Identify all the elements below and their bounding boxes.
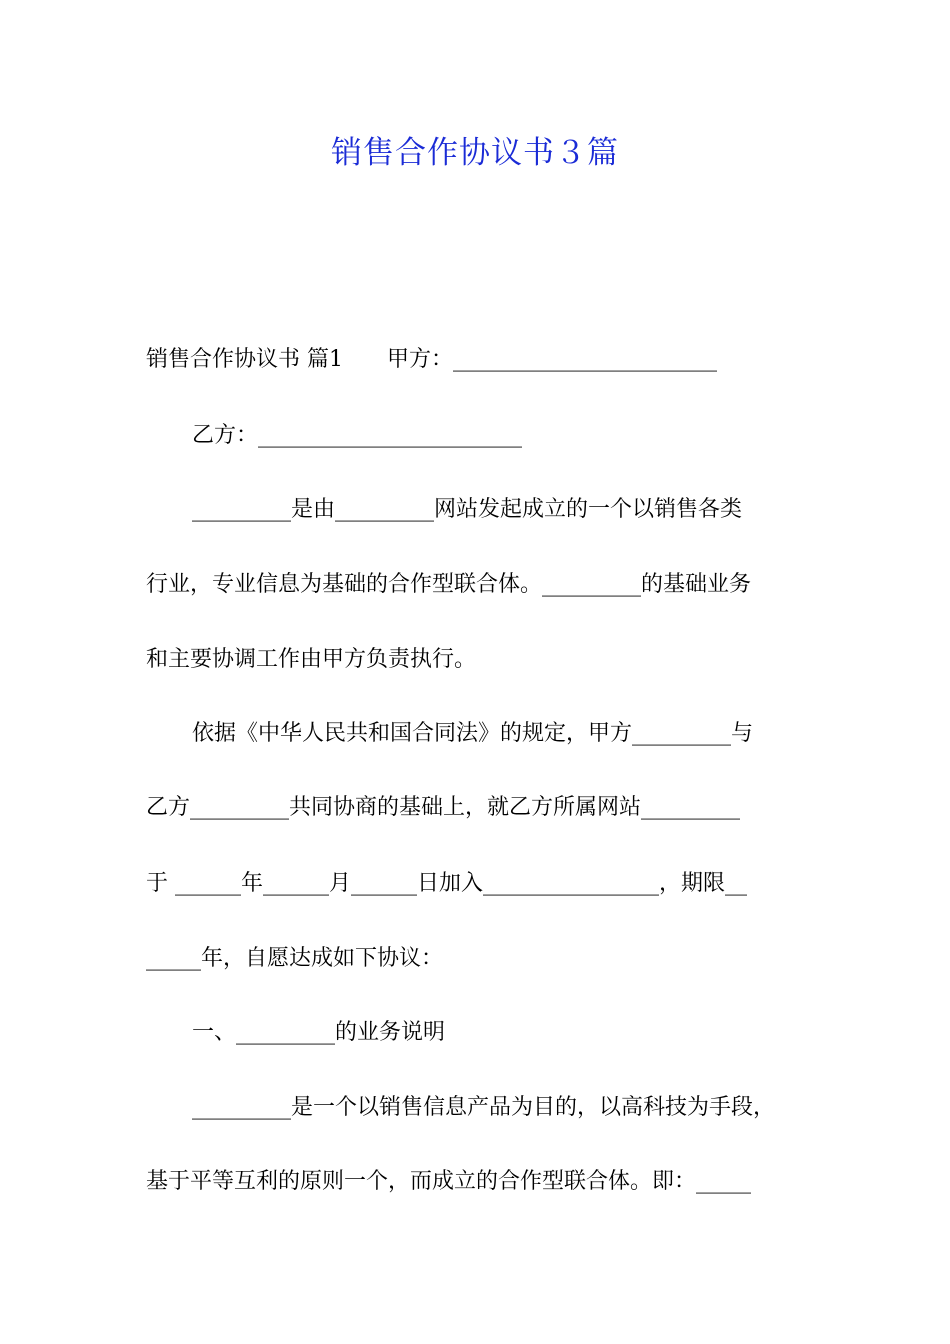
paragraph-line: _________是由_________网站发起成立的一个以销售各类: [192, 497, 743, 522]
paragraph-line: 依据《中华人民共和国合同法》的规定，甲方_________与: [192, 721, 754, 746]
paragraph-line: 行业，专业信息为基础的合作型联合体。_________的基础业务: [146, 572, 752, 597]
paragraph-line: _________是一个以销售信息产品为目的，以高科技为手段，: [192, 1095, 776, 1120]
document-title: 销售合作协议书３篇: [331, 135, 619, 171]
paragraph-line: 于 ______年______月______日加入________________，期限__: [146, 871, 747, 896]
paragraph-line: 乙方_________共同协商的基础上，就乙方所属网站_________: [146, 795, 741, 820]
paragraph-line: 基于平等互利的原则一个，而成立的合作型联合体。即：_____: [146, 1169, 752, 1194]
paragraph-line: _____年，自愿达成如下协议：: [146, 946, 444, 971]
party-b-line: 乙方：________________________: [192, 423, 523, 448]
clause-heading: 一、_________的业务说明: [192, 1020, 446, 1045]
section-heading-line: 销售合作协议书 篇1 甲方：________________________: [146, 347, 717, 372]
paragraph-line: 和主要协调工作由甲方负责执行。: [146, 647, 477, 672]
